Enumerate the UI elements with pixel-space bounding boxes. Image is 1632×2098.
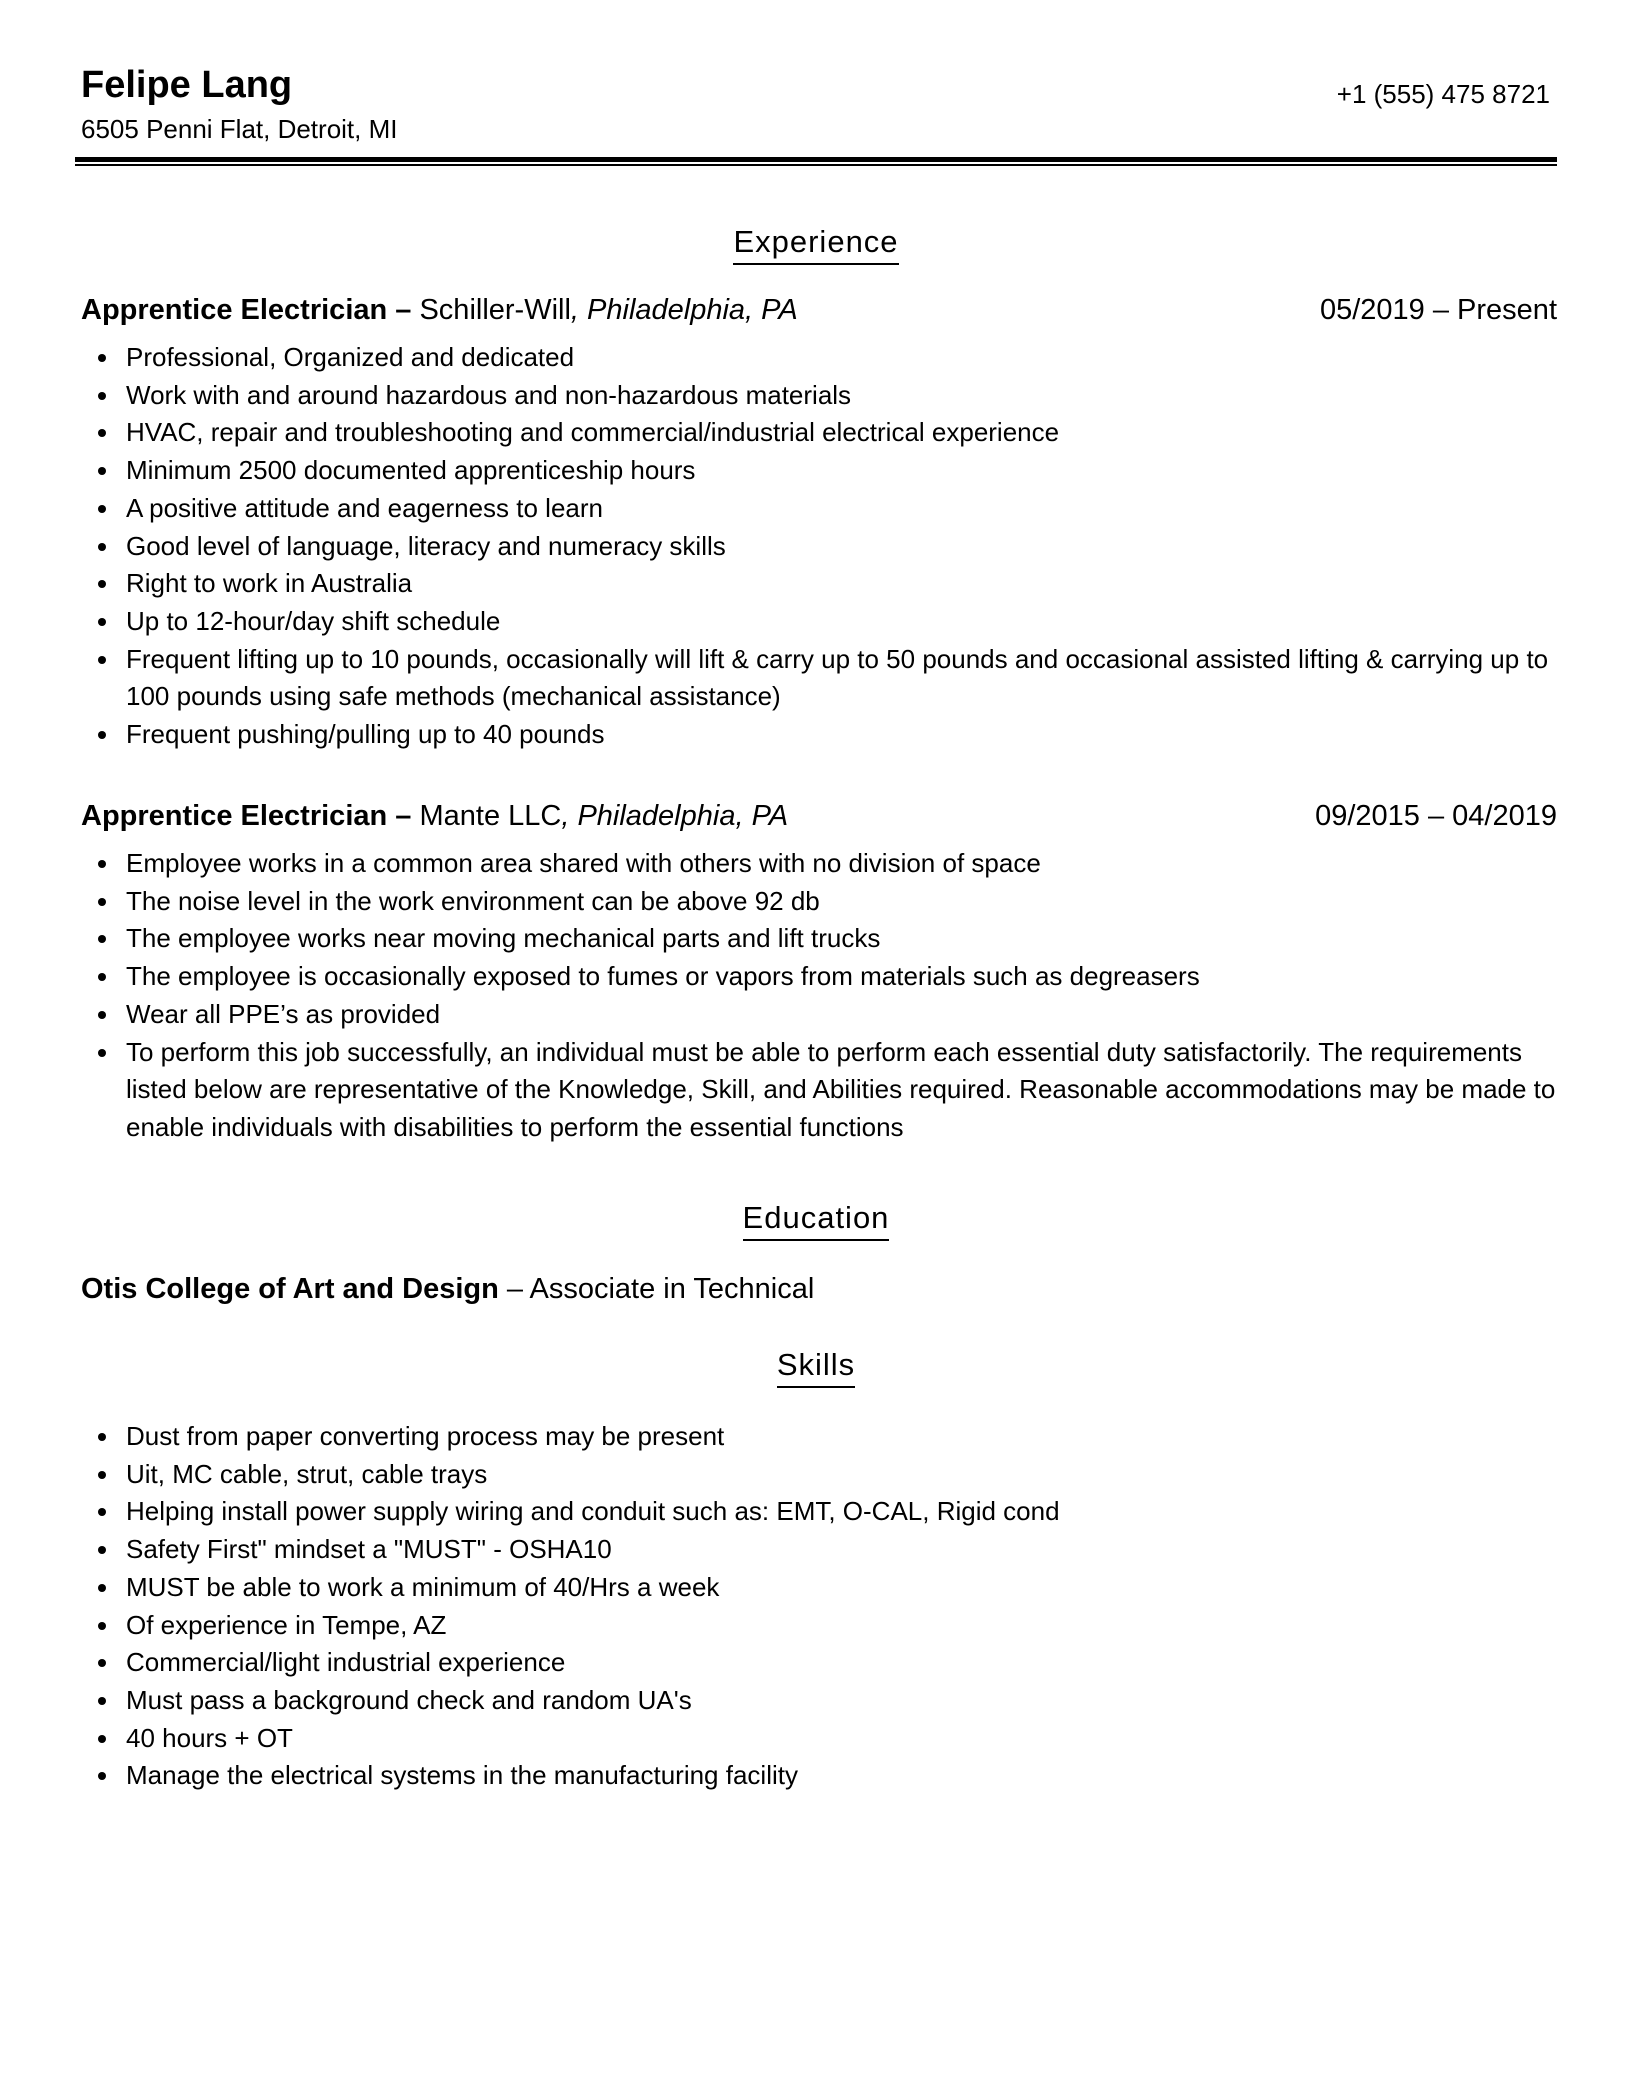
list-item: Minimum 2500 documented apprenticeship hours — [126, 452, 1576, 490]
list-item: The employee is occasionally exposed to fumes or vapors from materials such as degreasers — [126, 958, 1576, 996]
education-entry — [81, 1271, 814, 1307]
list-item: 40 hours + OT — [126, 1720, 1576, 1758]
skills-list — [81, 1418, 1576, 1795]
list-item: Employee works in a common area shared with others with no division of space — [126, 845, 1576, 883]
list-item: The noise level in the work environment can be above 92 db — [126, 883, 1576, 921]
list-item: Commercial/light industrial experience — [126, 1644, 1576, 1682]
list-item: Uit, MC cable, strut, cable trays — [126, 1456, 1576, 1494]
job-role: Apprentice Electrician – — [81, 800, 412, 832]
list-item: MUST be able to work a minimum of 40/Hrs a week — [126, 1569, 1576, 1607]
job-company: Schiller-Will — [419, 294, 571, 326]
list-item: The employee works near moving mechanical parts and lift trucks — [126, 920, 1576, 958]
job-header-2 — [81, 798, 1557, 834]
list-item: Frequent pushing/pulling up to 40 pounds — [126, 716, 1576, 754]
list-item: Must pass a background check and random UA's — [126, 1682, 1576, 1720]
list-item: Dust from paper converting process may be present — [126, 1418, 1576, 1456]
list-item: Wear all PPE’s as provided — [126, 996, 1576, 1034]
job-location: , Philadelphia, PA — [570, 294, 798, 326]
candidate-phone: +1 (555) 475 8721 — [1336, 79, 1550, 109]
candidate-address: 6505 Penni Flat, Detroit, MI — [81, 114, 398, 144]
list-item: Frequent lifting up to 10 pounds, occasionally will lift & carry up to 50 pounds and occasional assisted lifting & carrying up to 100 pounds using safe methods (mechanical assistance) — [126, 641, 1576, 716]
list-item: Up to 12-hour/day shift schedule — [126, 603, 1576, 641]
list-item: Manage the electrical systems in the manufacturing facility — [126, 1757, 1576, 1795]
section-title-education: Education — [0, 1200, 1632, 1241]
job-dates: 05/2019 – Present — [1319, 294, 1557, 326]
job-location: , Philadelphia, PA — [561, 800, 789, 832]
list-item: Good level of language, literacy and numeracy skills — [126, 528, 1576, 566]
section-title-experience: Experience — [0, 224, 1632, 265]
section-title-skills: Skills — [0, 1347, 1632, 1388]
candidate-name: Felipe Lang — [81, 64, 293, 106]
job-company: Mante LLC — [419, 800, 562, 832]
job-role: Apprentice Electrician – — [81, 294, 412, 326]
job-bullets-1 — [81, 339, 1576, 754]
list-item: HVAC, repair and troubleshooting and commercial/industrial electrical experience — [126, 414, 1576, 452]
header-divider — [75, 157, 1557, 162]
list-item: Professional, Organized and dedicated — [126, 339, 1576, 377]
education-school: Otis College of Art and Design — [81, 1273, 499, 1305]
list-item: Of experience in Tempe, AZ — [126, 1607, 1576, 1645]
list-item: A positive attitude and eagerness to learn — [126, 490, 1576, 528]
list-item: To perform this job successfully, an individual must be able to perform each essential duty satisfactorily. The requirements listed below are representative of the Knowledge, Skill, and Abilities required. Reasonable accommodations may be made to enable individuals with disabilities to perform the essential functions — [126, 1034, 1576, 1147]
job-header-1 — [81, 292, 1557, 328]
header-divider-thin — [75, 164, 1557, 166]
list-item: Right to work in Australia — [126, 565, 1576, 603]
job-bullets-2 — [81, 845, 1576, 1147]
list-item: Safety First" mindset a "MUST" - OSHA10 — [126, 1531, 1576, 1569]
job-dates: 09/2015 – 04/2019 — [1315, 800, 1557, 832]
education-degree: – Associate in Technical — [506, 1273, 815, 1305]
list-item: Helping install power supply wiring and conduit such as: EMT, O-CAL, Rigid cond — [126, 1493, 1576, 1531]
list-item: Work with and around hazardous and non-hazardous materials — [126, 377, 1576, 415]
